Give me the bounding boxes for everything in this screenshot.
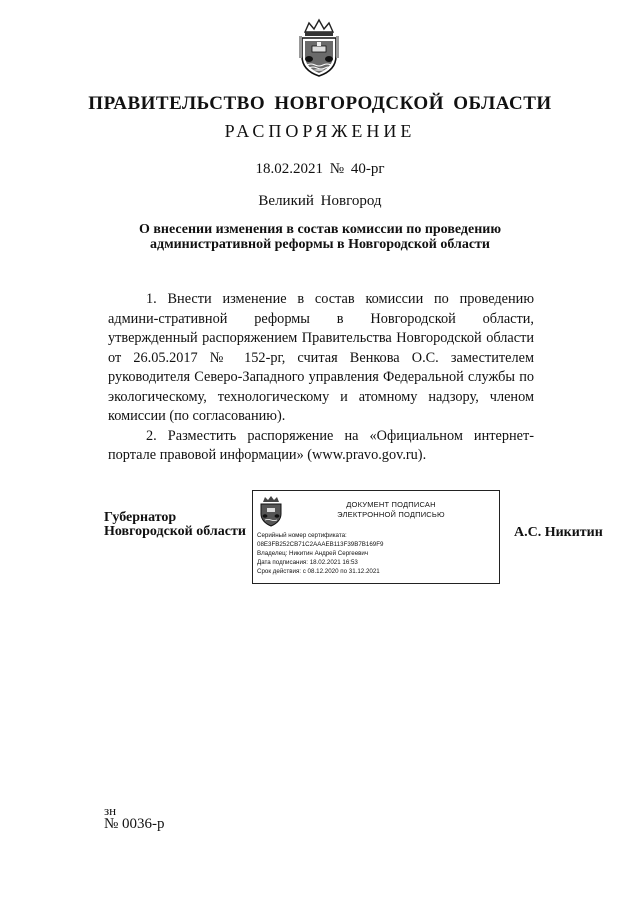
stamp-coat-of-arms-icon <box>257 495 285 527</box>
body-paragraph-1: 1. Внести изменение в состав комиссии по проведению админи-стративной реформы в Новгородской области, утвержденный распоряжением Правительства Новгородской области от 26.05.2017 № 152-рг, считая Венкова О.С. заместителем руководителя Северо-Западного управления Федеральной службы по экологическому, технологическому и атомному надзору, членом комиссии (по согласованию). <box>108 291 534 424</box>
stamp-validity: Срок действия: с 08.12.2020 по 31.12.2021 <box>257 568 380 575</box>
registration-number: № 0036-р <box>104 816 165 832</box>
stamp-cert-label: Серийный номер сертификата: <box>257 532 347 539</box>
body-paragraph-2: 2. Разместить распоряжение на «Официальном интернет-портале правовой информации» (www.pravo.gov.ru). <box>108 427 534 463</box>
signatory-title-line-2: Новгородской области <box>104 524 246 539</box>
document-subject <box>110 222 530 252</box>
date-number: 18.02.2021 № 40-рг <box>255 161 385 177</box>
city-name: Великий Новгород <box>258 193 382 209</box>
signatory-name: А.С. Никитин <box>514 525 603 540</box>
document-body <box>108 290 534 466</box>
signatory-title-line-1: Губернатор <box>104 510 177 525</box>
stamp-owner: Владелец: Никитин Андрей Сергеевич <box>257 550 369 557</box>
stamp-cert-value: 08E3FB252CB71C2AAAEB113F39B7B169F9 <box>257 541 384 548</box>
stamp-signed-date: Дата подписания: 18.02.2021 16:53 <box>257 559 358 566</box>
novgorod-coat-of-arms-icon <box>296 18 342 78</box>
document-kind: РАСПОРЯЖЕНИЕ <box>224 121 416 141</box>
government-name: ПРАВИТЕЛЬСТВО НОВГОРОДСКОЙ ОБЛАСТИ <box>88 93 552 114</box>
executor-initials: зн <box>104 803 117 818</box>
stamp-details <box>257 531 497 576</box>
electronic-signature-stamp <box>252 490 500 584</box>
stamp-heading <box>291 500 491 520</box>
subject-line-1: О внесении изменения в состав комиссии по проведению <box>138 222 502 237</box>
stamp-heading-line-1: ДОКУМЕНТ ПОДПИСАН <box>346 500 436 509</box>
stamp-heading-line-2: ЭЛЕКТРОННОЙ ПОДПИСЬЮ <box>337 510 445 519</box>
signatory-title <box>104 511 246 539</box>
subject-line-2: административной реформы в Новгородской области <box>150 237 490 252</box>
